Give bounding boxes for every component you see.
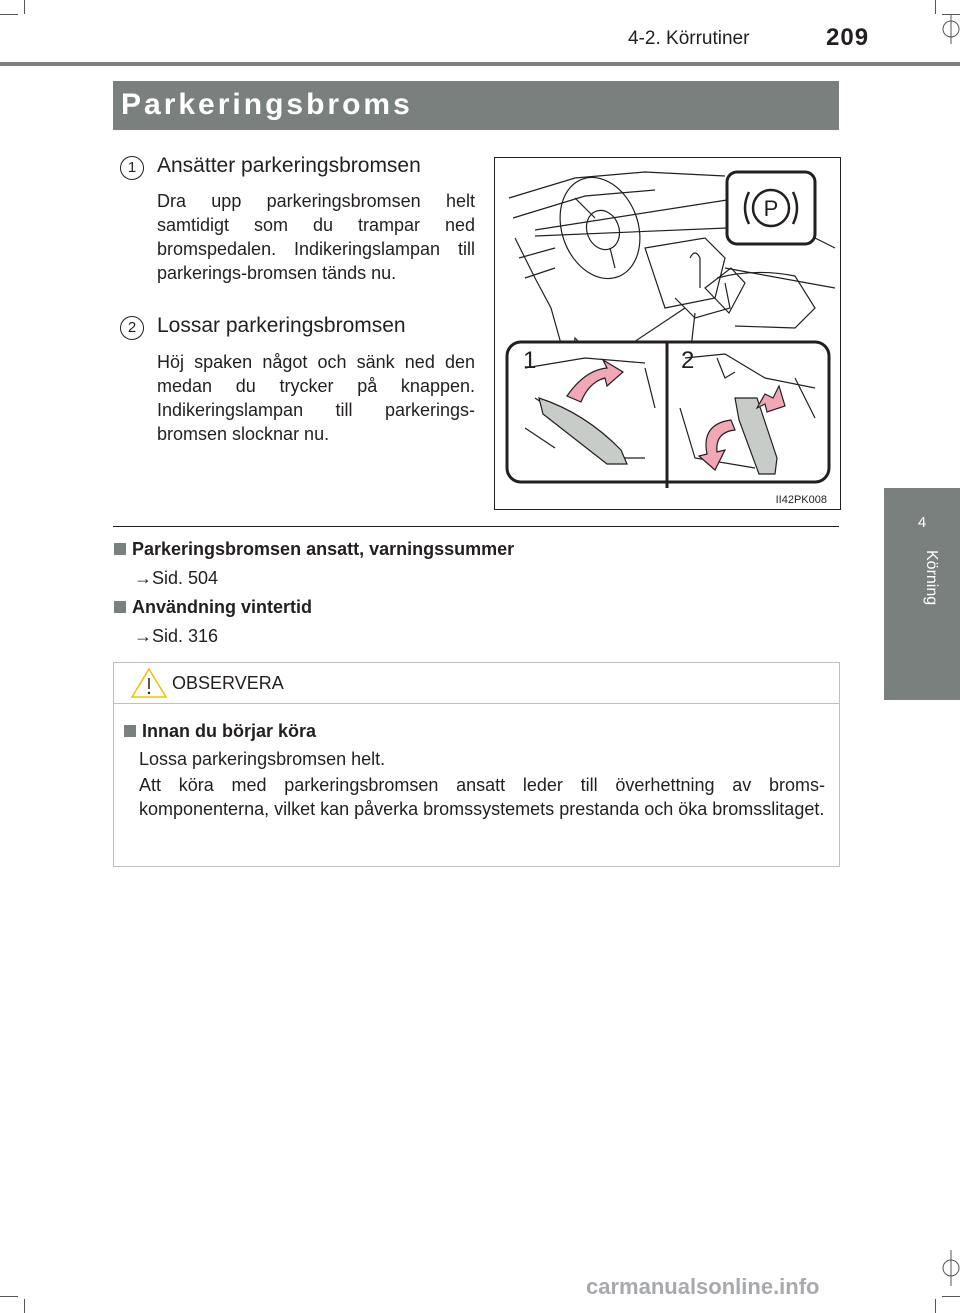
- caution-header-rule: [114, 703, 839, 704]
- caution-box: [113, 662, 840, 867]
- parking-brake-illustration: [494, 157, 841, 510]
- crop-mark: [935, 0, 936, 14]
- page-reference: →Sid. 504: [134, 568, 219, 588]
- step-title: Lossar parkeringsbromsen: [157, 314, 406, 337]
- crop-mark: [935, 1299, 936, 1313]
- step-number: 2: [120, 316, 144, 340]
- header-rule: [0, 62, 960, 66]
- callout-number: 2: [681, 347, 695, 374]
- caution-subtitle-text: Innan du börjar köra: [142, 721, 317, 741]
- crop-mark: [0, 14, 18, 15]
- crop-mark: [24, 0, 25, 14]
- step-number: 1: [120, 156, 144, 180]
- caution-subtitle: [124, 721, 316, 742]
- parking-brake-drawing: [495, 158, 840, 509]
- caution-label: OBSERVERA: [172, 673, 284, 693]
- square-bullet-icon: [114, 543, 126, 555]
- page-reference: →Sid. 316: [134, 626, 219, 646]
- chapter-number: 4: [917, 514, 927, 531]
- caution-text: Att köra med parkeringsbromsen ansatt leder till överhettning av broms-komponenterna, vilket kan påverka bromssystemets prestanda och öka bromsslitaget.: [139, 775, 825, 819]
- caution-text: Lossa parkeringsbromsen helt.: [139, 749, 386, 769]
- step-title: Ansätter parkeringsbromsen: [157, 154, 421, 177]
- chapter-label: Körning: [923, 550, 940, 606]
- header-section-title: 4-2. Körrutiner: [628, 28, 750, 49]
- registration-mark: [942, 1250, 960, 1286]
- square-bullet-icon: [114, 601, 126, 613]
- crop-mark: [24, 1299, 25, 1313]
- note-title-text: Parkeringsbromsen ansatt, varningssummer: [132, 539, 515, 559]
- divider-rule: [113, 526, 839, 527]
- section-title: Parkeringsbroms: [121, 88, 413, 121]
- note-title: [114, 539, 514, 560]
- warning-triangle-icon: [130, 667, 168, 699]
- step-body: Höj spaken något och sänk ned den medan du trycker på knappen. Indikeringslampan till parkerings-bromsen slocknar nu.: [157, 352, 475, 444]
- step-body: Dra upp parkeringsbromsen helt samtidigt som du trampar ned bromspedalen. Indikeringslampan till parkerings-bromsen tänds nu.: [157, 191, 475, 283]
- crop-mark: [0, 1296, 18, 1297]
- watermark: carmanualsonline.info: [586, 1274, 820, 1299]
- illustration-code: II42PK008: [775, 494, 827, 506]
- section-title-bar: [113, 81, 839, 130]
- note-title-text: Användning vintertid: [132, 597, 312, 617]
- crop-mark: [942, 1296, 960, 1297]
- square-bullet-icon: [124, 725, 136, 737]
- svg-text:P: P: [763, 196, 779, 221]
- registration-mark: [942, 14, 960, 44]
- note-title: [114, 597, 312, 618]
- callout-number: 1: [523, 347, 537, 374]
- page-number: 209: [826, 24, 870, 51]
- chapter-side-tab: [884, 488, 960, 700]
